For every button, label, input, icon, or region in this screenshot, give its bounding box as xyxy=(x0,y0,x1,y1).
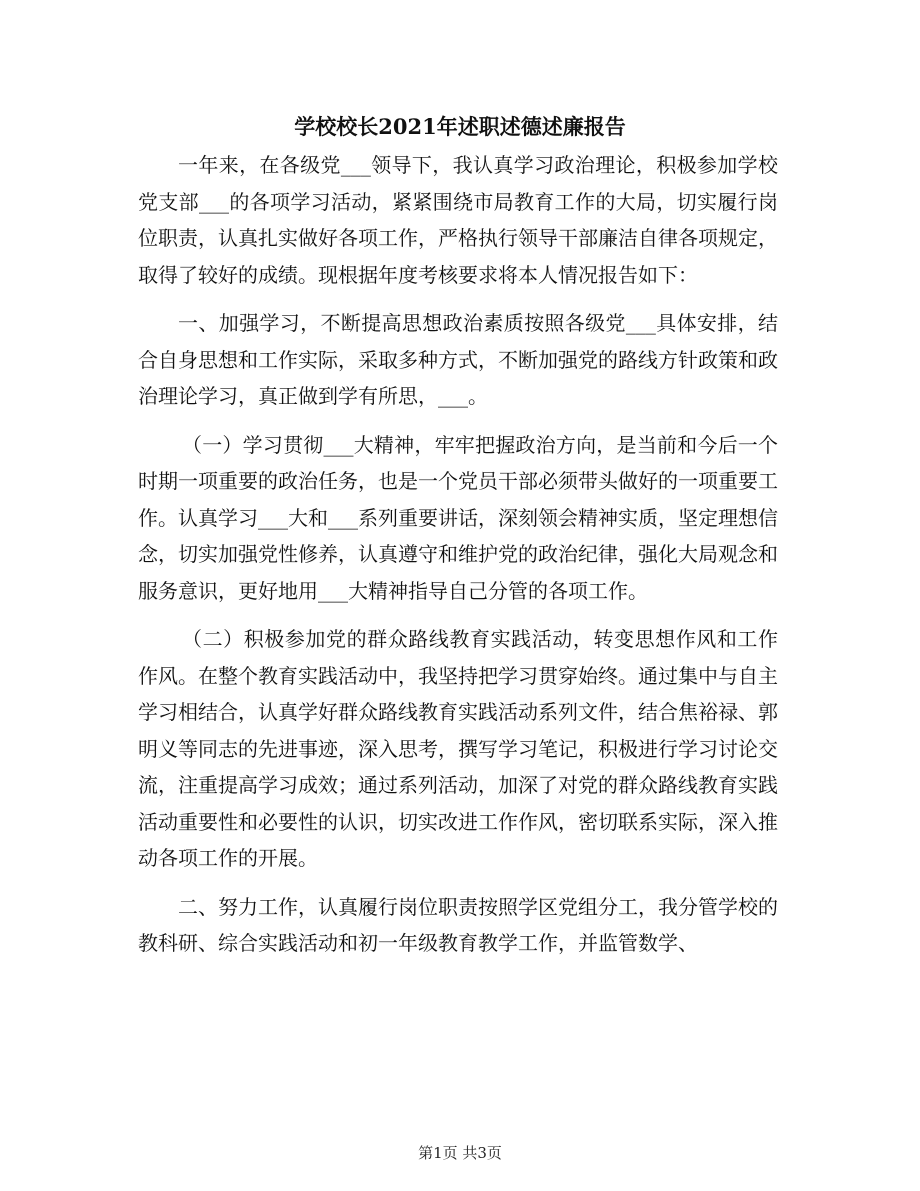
paragraph-subsection-2: （二）积极参加党的群众路线教育实践活动，转变思想作风和工作作风。在整个教育实践活动中，我坚持把学习贯穿始终。通过集中与自主学习相结合，认真学好群众路线教育实践活动系列文件，结合焦裕禄、郭明义等同志的先进事迹，深入思考，撰写学习笔记，积极进行学习讨论交流，注重提高学习成效；通过系列活动，加深了对党的群众路线教育实践活动重要性和必要性的认识，切实改进工作作风，密切联系实际，深入推动各项工作的开展。 xyxy=(138,627,778,870)
document-title: 学校校长2021年述职述德述廉报告 xyxy=(294,114,626,139)
paragraph-subsection-1: （一）学习贯彻___大精神，牢牢把握政治方向，是当前和今后一个时期一项重要的政治任务，也是一个党员干部必须带头做好的一项重要工作。认真学习___大和___系列重要讲话，深刻领会精神实质，坚定理想信念，切实加强党性修养，认真遵守和维护党的政治纪律，强化大局观念和服务意识，更好地用___大精神指导自己分管的各项工作。 xyxy=(138,432,778,603)
document-body xyxy=(138,147,778,974)
paragraph-section-1: 一、加强学习，不断提高思想政治素质按照各级党___具体安排，结合自身思想和工作实际，采取多种方式，不断加强党的路线方针政策和政治理论学习，真正做到学有所思，___。 xyxy=(138,311,778,408)
page-number: 第1页 共3页 xyxy=(418,1144,502,1162)
paragraph-intro: 一年来，在各级党___领导下，我认真学习政治理论，积极参加学校党支部___的各项学习活动，紧紧围绕市局教育工作的大局，切实履行岗位职责，认真扎实做好各项工作，严格执行领导干部廉洁自律各项规定，取得了较好的成绩。现根据年度考核要求将本人情况报告如下： xyxy=(138,153,778,287)
paragraph-section-2: 二、努力工作，认真履行岗位职责按照学区党组分工，我分管学校的教科研、综合实践活动和初一年级教育教学工作，并监管数学、 xyxy=(138,894,778,955)
